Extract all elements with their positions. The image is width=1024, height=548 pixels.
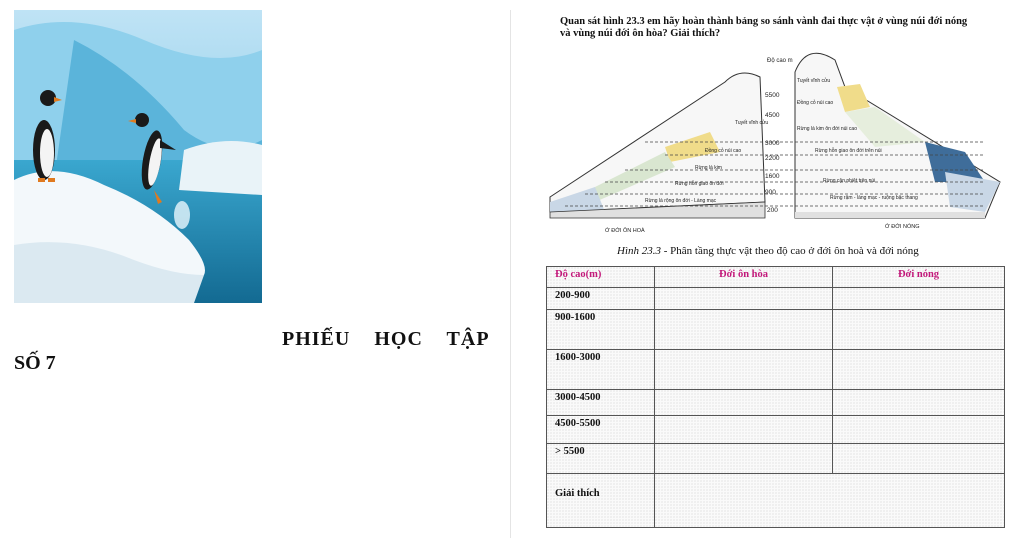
comparison-table — [546, 266, 1005, 528]
worksheet-number: SỐ 7 — [14, 352, 56, 374]
answer-cell[interactable] — [833, 390, 1005, 416]
right-mountain-label: Ở ĐỚI NÓNG — [885, 224, 920, 230]
altitude-axis-label: Độ cao m — [767, 58, 793, 64]
table-row: Giải thích — [547, 474, 1005, 528]
answer-cell[interactable] — [833, 288, 1005, 310]
answer-cell[interactable] — [655, 390, 833, 416]
answer-cell[interactable] — [655, 288, 833, 310]
page-divider — [510, 10, 511, 538]
header-tropical: Đới nóng — [833, 267, 1005, 288]
table-row: > 5500 — [547, 444, 1005, 474]
svg-text:900: 900 — [765, 189, 776, 196]
table-row: 4500-5500 — [547, 416, 1005, 444]
svg-text:2200: 2200 — [765, 155, 780, 162]
svg-text:4500: 4500 — [765, 112, 780, 119]
answer-cell[interactable] — [833, 416, 1005, 444]
svg-text:200: 200 — [767, 207, 778, 214]
header-temperate: Đới ôn hòa — [655, 267, 833, 288]
question-text: Quan sát hình 23.3 em hãy hoàn thành bảng so sánh vành đai thực vật ở vùng núi đới nóng và vùng núi đới ôn hòa? Giải thích? — [560, 16, 968, 39]
answer-cell[interactable] — [833, 310, 1005, 350]
answer-cell[interactable] — [655, 416, 833, 444]
vegetation-zones-figure — [545, 42, 1005, 242]
penguins-photo — [14, 10, 262, 303]
svg-text:Đồng cỏ núi cao: Đồng cỏ núi cao — [797, 100, 834, 106]
svg-text:Rừng lá rộng ôn đới - Làng mạc: Rừng lá rộng ôn đới - Làng mạc — [645, 198, 717, 204]
svg-text:Tuyết vĩnh cửu: Tuyết vĩnh cửu — [735, 120, 769, 126]
answer-cell[interactable] — [655, 444, 833, 474]
table-row: 900-1600 — [547, 310, 1005, 350]
svg-text:Rừng rậm - làng mạc - ruộng bậ: Rừng rậm - làng mạc - ruộng bậc thang — [830, 195, 918, 201]
header-altitude: Độ cao(m) — [547, 267, 655, 288]
table-row: 200-900 — [547, 288, 1005, 310]
svg-text:Rừng lá kim: Rừng lá kim — [695, 165, 722, 171]
answer-cell[interactable] — [833, 444, 1005, 474]
worksheet-title: PHIẾU HỌC TẬP — [282, 328, 490, 350]
left-mountain-label: Ở ĐỚI ÔN HOÀ — [605, 228, 645, 234]
svg-text:Rừng lá kim ôn đới núi cao: Rừng lá kim ôn đới núi cao — [797, 126, 857, 132]
figure-caption: Hình 23.3 - Phân tầng thực vật theo độ cao ở đới ôn hoà và đới nóng — [617, 245, 919, 257]
svg-text:Rừng hỗn giao ôn đới: Rừng hỗn giao ôn đới — [675, 181, 724, 187]
svg-text:Rừng hỗn giao ôn đới trên núi: Rừng hỗn giao ôn đới trên núi — [815, 148, 882, 154]
table-row: 3000-4500 — [547, 390, 1005, 416]
answer-cell[interactable] — [655, 310, 833, 350]
svg-text:3000: 3000 — [765, 140, 780, 147]
table-row: 1600-3000 — [547, 350, 1005, 390]
svg-text:Rừng cận nhiệt trên núi: Rừng cận nhiệt trên núi — [823, 178, 876, 184]
explanation-cell[interactable] — [655, 474, 1005, 528]
svg-text:Đồng cỏ núi cao: Đồng cỏ núi cao — [705, 148, 742, 154]
svg-text:5500: 5500 — [765, 92, 780, 99]
svg-text:1600: 1600 — [765, 173, 780, 180]
svg-text:Tuyết vĩnh cửu: Tuyết vĩnh cửu — [797, 78, 831, 84]
answer-cell[interactable] — [655, 350, 833, 390]
answer-cell[interactable] — [833, 350, 1005, 390]
